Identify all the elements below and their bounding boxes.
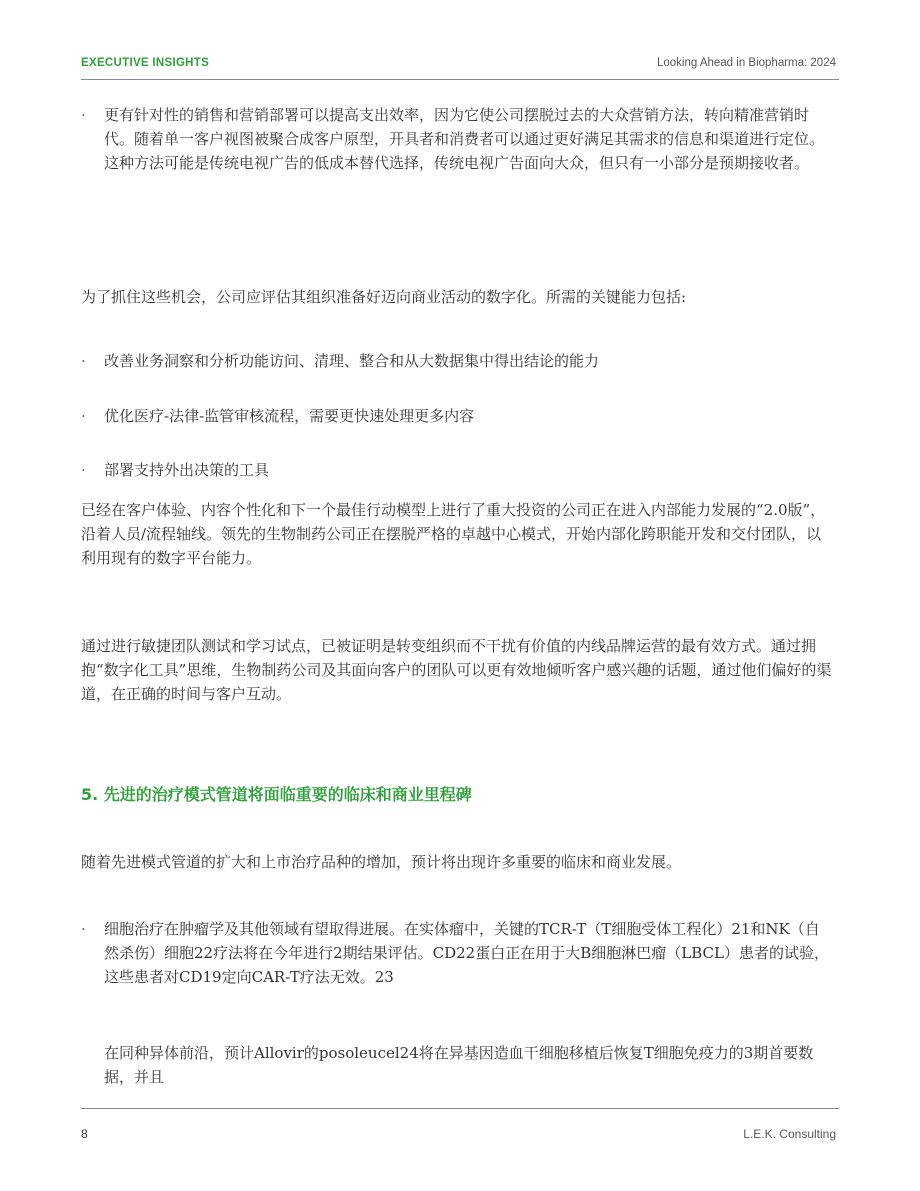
bullet-icon: ·: [81, 407, 86, 425]
bullet-text: 优化医疗-法律-监管审核流程，需要更快速处理更多内容: [104, 407, 475, 425]
list-item: [81, 103, 833, 175]
list-item: [81, 917, 833, 989]
bullet-text: 更有针对性的销售和营销部署可以提高支出效率，因为它使公司摆脱过去的大众营销方法，转向精准营销时代。随着单一客户视图被聚合成客户原型，开具者和消费者可以通过更好满足其需求的信息和渠道进行定位。这种方法可能是传统电视广告的低成本替代选择，传统电视广告面向大众，但只有一小部分是预期接收者。: [104, 106, 825, 172]
section-heading: 5. 先进的治疗模式管道将面临重要的临床和商业里程碑: [81, 785, 472, 804]
bullet-icon: ·: [81, 352, 86, 370]
page-number: 8: [81, 1127, 88, 1141]
bullet-text: 细胞治疗在肿瘤学及其他领域有望取得进展。在实体瘤中，关键的TCR-T（T细胞受体工程化）21和NK（自然杀伤）细胞22疗法将在今年进行2期结果评估。CD22蛋白正在用于大B细胞淋巴瘤（LBCL）患者的试验，这些患者对CD19定向CAR-T疗法无效。23: [104, 920, 829, 986]
list-item: [81, 458, 833, 482]
bullet-icon: ·: [81, 461, 86, 479]
paragraph: 通过进行敏捷团队测试和学习试点，已被证明是转变组织而不干扰有价值的内线品牌运营的最有效方式。通过拥抱“数字化工具”思维，生物制药公司及其面向客户的团队可以更有效地倾听客户感兴趣的话题，通过他们偏好的渠道，在正确的时间与客户互动。: [81, 637, 832, 703]
report-title: Looking Ahead in Biopharma: 2024: [656, 57, 836, 69]
company-name: L.E.K. Consulting: [743, 1127, 836, 1141]
paragraph: 已经在客户体验、内容个性化和下一个最佳行动模型上进行了重大投资的公司正在进入内部能力发展的“2.0版”，沿着人员/流程轴线。领先的生物制药公司正在摆脱严格的卓越中心模式，开始内部化跨职能开发和交付团队，以利用现有的数字平台能力。: [81, 501, 826, 567]
bullet-text: 部署支持外出决策的工具: [104, 461, 270, 479]
section-label: EXECUTIVE INSIGHTS: [81, 57, 210, 69]
bullet-text: 改善业务洞察和分析功能访问、清理、整合和从大数据集中得出结论的能力: [104, 352, 600, 370]
footer-rule: [81, 1108, 839, 1109]
bullet-icon: ·: [81, 106, 86, 124]
bullet-icon: ·: [81, 920, 86, 938]
list-item: [81, 349, 833, 373]
paragraph: 随着先进模式管道的扩大和上市治疗品种的增加，预计将出现许多重要的临床和商业发展。: [81, 853, 682, 871]
paragraph: 在同种异体前沿，预计Allovir的posoleucel24将在异基因造血干细胞移植后恢复T细胞免疫力的3期首要数据，并且: [104, 1044, 814, 1086]
paragraph: 为了抓住这些机会，公司应评估其组织准备好迈向商业活动的数字化。所需的关键能力包括:: [81, 288, 687, 306]
header-rule: [81, 79, 839, 80]
list-item: [81, 404, 833, 428]
